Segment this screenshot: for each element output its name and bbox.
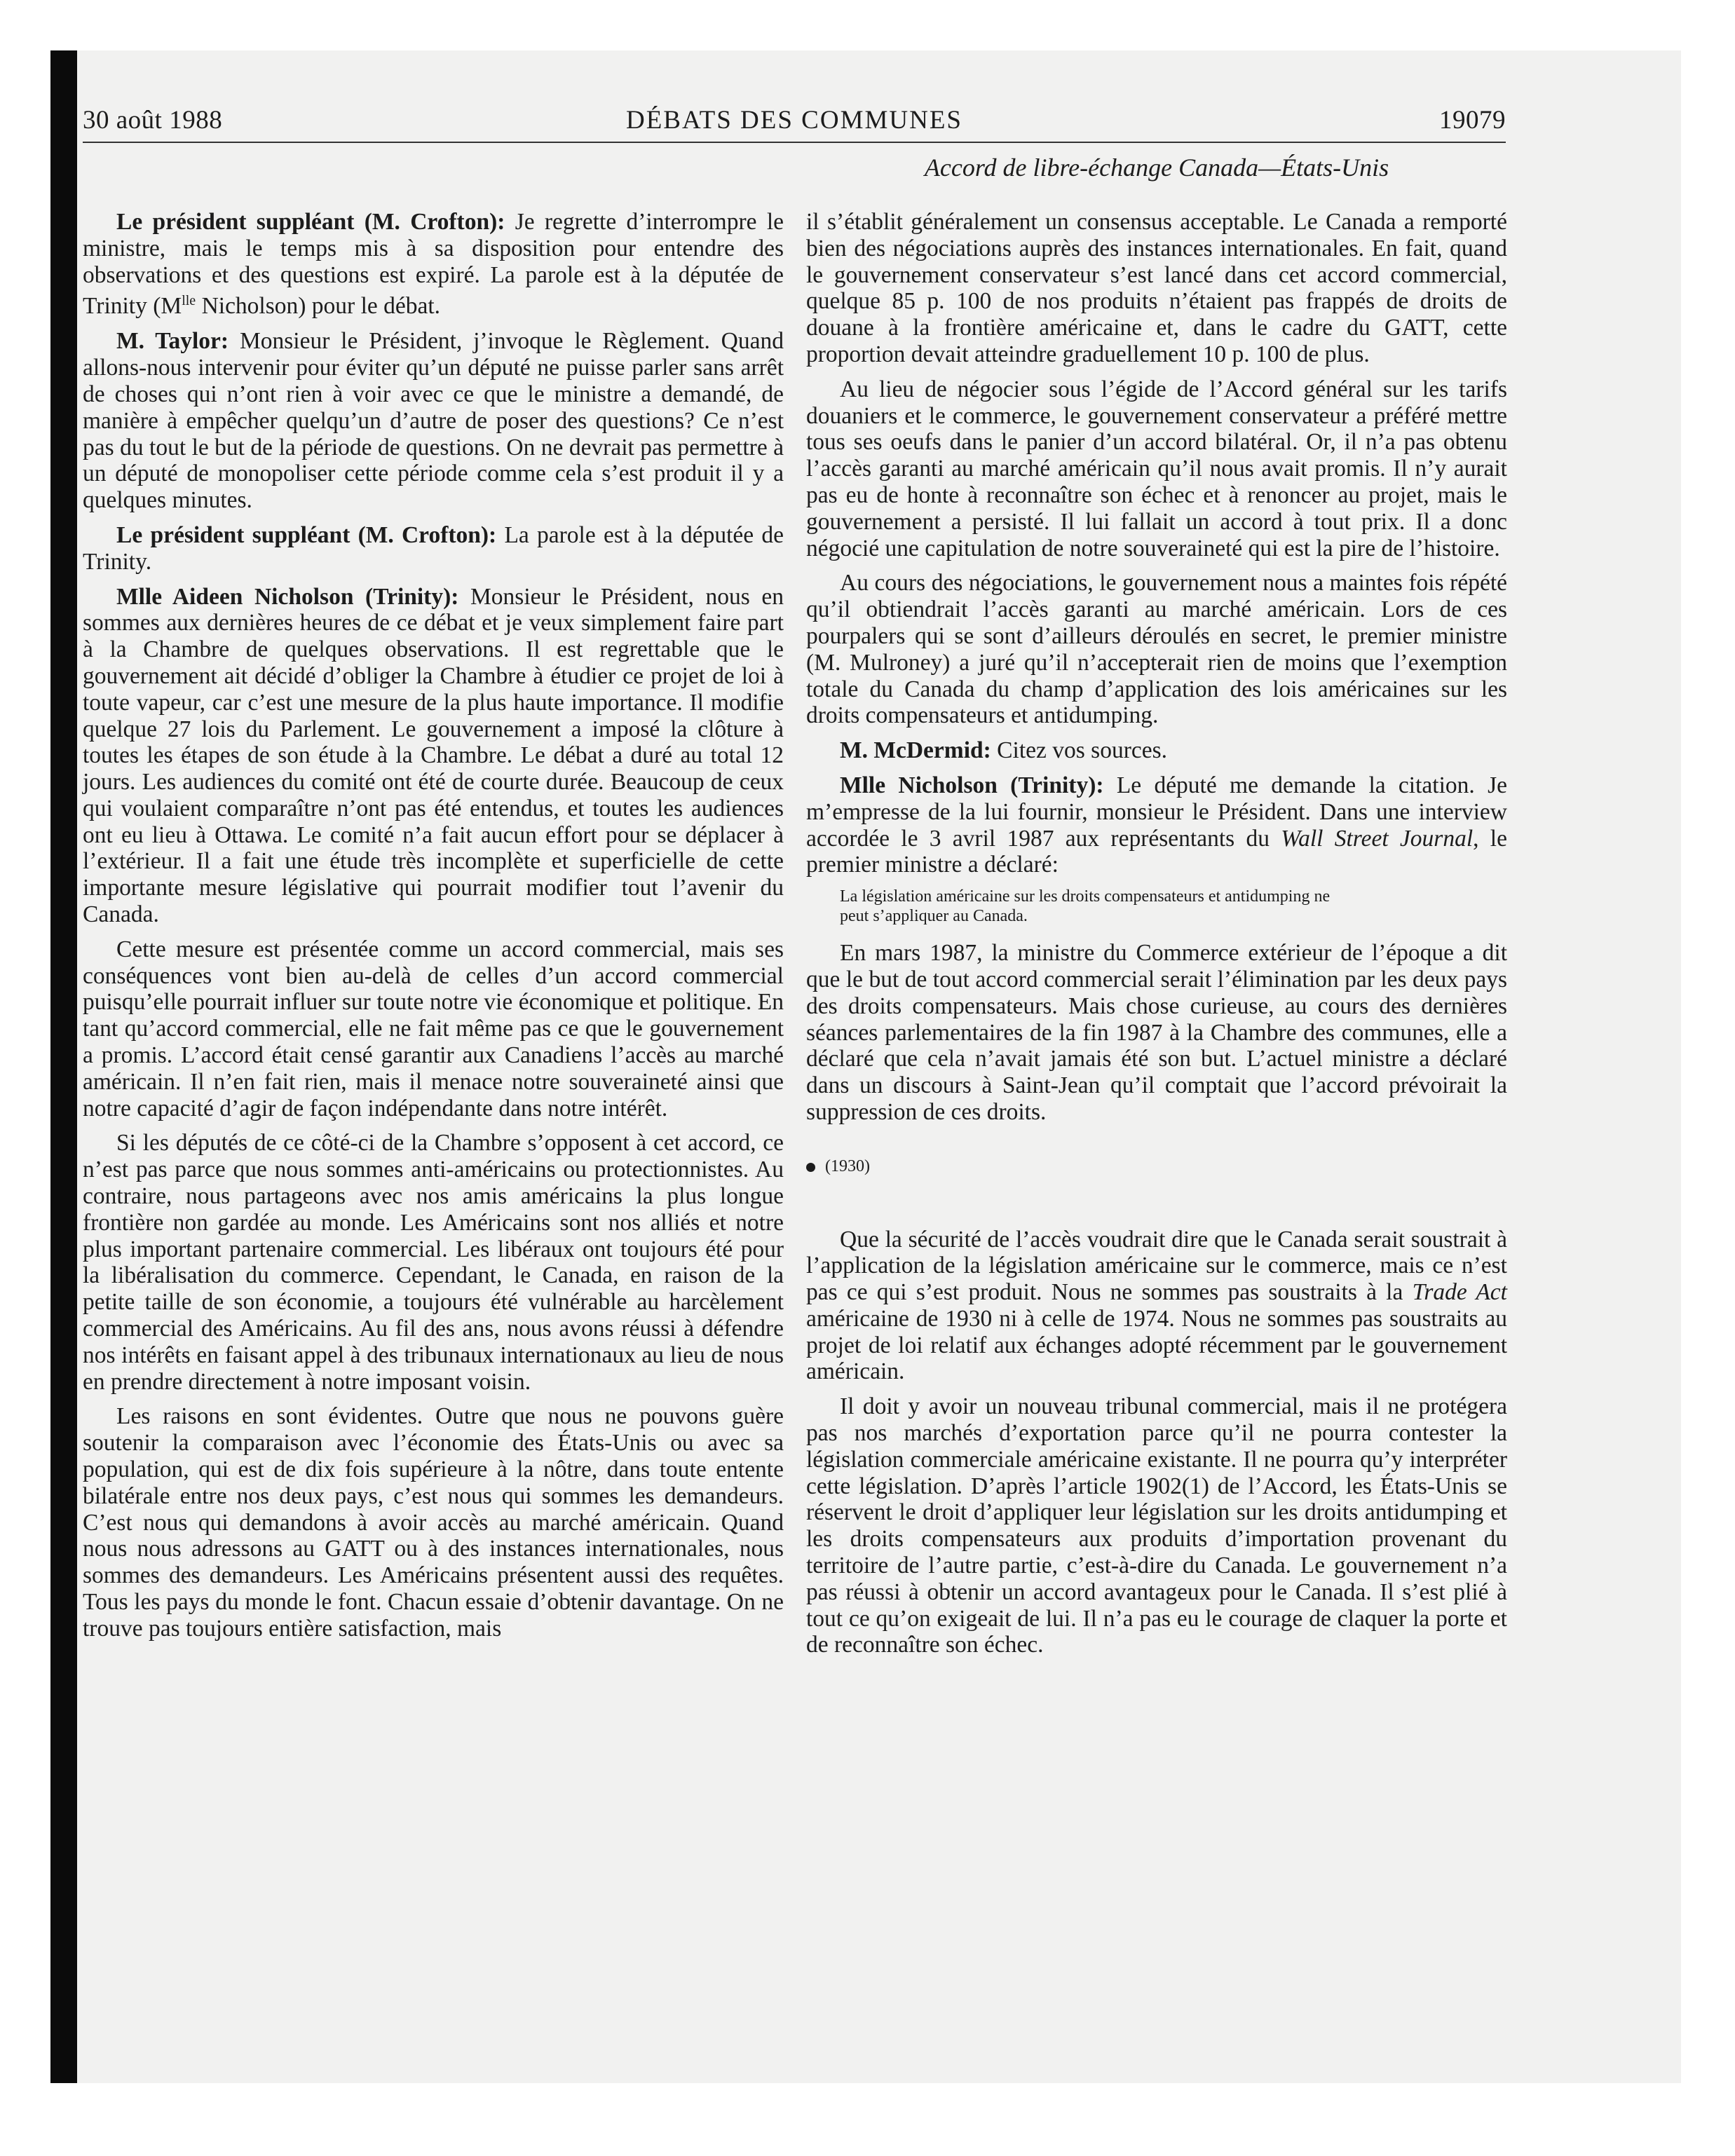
left-column <box>83 209 784 1651</box>
paragraph: Si les députés de ce côté-ci de la Chambre s’opposent à cet accord, ce n’est pas parce que nous sommes anti-américains ou protectionnistes. Au contraire, nous partageons avec nos amis américains la plus longue frontière non gardée au monde. Les Américains sont nos alliés et notre plus important partenaire commercial. Les libéraux ont toujours été pour la libéralisation du commerce. Cependant, le Canada, en raison de la petite taille de son économie, a toujours été vulnérable au harcèlement commercial des Américains. Au fil des ans, nous avons réussi à défendre nos intérêts en faisant appel à des tribunaux internationaux au lieu de nous en prendre directement à notre imposant voisin. <box>83 1130 784 1395</box>
speaker-name: Le président suppléant (M. Crofton): <box>116 209 505 235</box>
quote-line: peut s’appliquer au Canada. <box>840 907 1028 926</box>
paragraph: Au lieu de négocier sous l’égide de l’Accord général sur les tarifs douaniers et le commerce, le gouvernement conservateur a préféré mettre tous ses oeufs dans le panier d’un accord bilatéral. Or, il n’a pas obtenu l’accès garanti au marché américain qu’il nous avait promis. Il n’y aurait pas eu de honte à reconnaître son échec et à renoncer au projet, mais le gouvernement a persisté. Il lui fallait un accord à tout prix. Il a donc négocié une capitulation de notre souveraineté qui est la pire de l’histoire. <box>806 376 1507 561</box>
paragraph-text: Citez vos sources. <box>997 737 1167 764</box>
speaker-name: M. McDermid: <box>840 737 991 764</box>
paragraph: En mars 1987, la ministre du Commerce extérieur de l’époque a dit que le but de tout accord commercial serait l’élimination par les deux pays des droits compensateurs. Mais chose curieuse, au cours des dernières séances parlementaires de la fin 1987 à la Chambre des communes, elle a déclaré que cela n’avait jamais été son but. L’actuel ministre a déclaré dans un discours à Saint-Jean qu’il comptait que l’accord prévoirait la suppression de ces droits. <box>806 940 1507 1125</box>
paragraph <box>83 209 784 320</box>
paragraph-text: Monsieur le Président, j’invoque le Règlement. Quand allons-nous intervenir pour éviter qu’un député ne puisse parler sans arrêt de choses qui n’ont rien à voir avec ce que le ministre a demandé, de manière à empêcher quelqu’un d’autre de poser des questions? Ce n’est pas du tout le but de la période de questions. On ne devrait pas permettre à un député de monopoliser cette période comme cela s’est produit il y a quelques minutes. <box>83 328 784 514</box>
paragraph-text: Que la sécurité de l’accès voudrait dire que le Canada serait soustrait à l’application de la législation américaine sur le commerce, mais ce n’est pas ce qui s’est produit. Nous ne sommes pas soustraits à la <box>806 1226 1507 1306</box>
page-header <box>83 100 1506 143</box>
paragraph: Les raisons en sont évidentes. Outre que nous ne pouvons guère soutenir la comparaison avec l’économie des États-Unis ou avec sa population, qui est de dix fois supérieure à la nôtre, dans toute entente bilatérale entre nos deux pays, c’est nous qui sommes les demandeurs. C’est nous qui demandons à avoir accès au marché américain. Quand nous nous adressons au GATT ou à des instances internationales, nous sommes des demandeurs. Les Américains présentent aussi des requêtes. Tous les pays du monde le font. Chacun essaie d’obtenir davantage. On ne trouve pas toujours entière satisfaction, mais <box>83 1403 784 1642</box>
bullet-icon <box>806 1163 815 1172</box>
paragraph-text: , le premier ministre a déclaré: <box>806 825 1507 878</box>
speaker-name: M. Taylor: <box>116 328 229 355</box>
time-marker <box>806 1154 1507 1180</box>
paragraph-text: Nicholson) pour le débat. <box>196 293 441 320</box>
header-date: 30 août 1988 <box>83 106 223 135</box>
paragraph: Il doit y avoir un nouveau tribunal commercial, mais il ne protégera pas nos marchés d’exportation parce qu’il ne pourra contester la législation commerciale américaine existante. Il ne pourra qu’y interpréter cette législation. D’après l’article 1902(1) de l’Accord, les États-Unis se réservent le droit d’appliquer leur législation sur les droits antidumping et les droits compensateurs aux produits d’importation provenant du territoire de l’autre partie, c’est-à-dire du Canada. Le gouvernement n’a pas réussi à obtenir un accord avantageux pour le Canada. Il s’est plié à tout ce qu’on exigeait de lui. Il n’a pas eu le courage de claquer la porte et de reconnaître son échec. <box>806 1393 1507 1658</box>
superscript: lle <box>182 293 196 309</box>
paragraph-text: La parole est à la députée de Trinity. <box>83 521 784 575</box>
paragraph-text: Monsieur le Président, nous en sommes aux dernières heures de ce débat et je veux simplement faire part à la Chambre de quelques observations. Il est regrettable que le gouvernement ait décidé d’obliger la Chambre à étudier ce projet de loi à toute vapeur, car c’est une mesure de la plus haute importance. Il modifie quelque 27 lois du Parlement. Le gouvernement a imposé la clôture à toutes les étapes de son étude à la Chambre. Le débat a duré au total 12 jours. Les audiences du comité ont été de courte durée. Beaucoup de ceux qui voulaient comparaître n’ont pas été entendus, et toutes les audiences ont eu lieu à Ottawa. Le comité n’a fait aucun effort pour se déplacer à l’extérieur. Il a fait une étude très incomplète et superficielle de cette importante mesure législative qui pourrait modifier tout l’avenir du Canada. <box>83 583 784 928</box>
block-quote <box>806 887 1507 926</box>
page-number: 19079 <box>1439 106 1506 135</box>
paragraph <box>83 584 784 928</box>
paragraph <box>806 772 1507 878</box>
scan-edge <box>50 50 77 2083</box>
paragraph: Au cours des négociations, le gouvernement nous a maintes fois répété qu’il obtiendrait l’accès garanti au marché américain. Lors de ces pourpalers qui se sont d’ailleurs déroulés en secret, le premier ministre (M. Mulroney) a juré qu’il n’accepterait rien de moins que l’exemption totale du Canada du champ d’application des lois américaines sur les droits compensateurs et antidumping. <box>806 570 1507 729</box>
speaker-name: Mlle Aideen Nicholson (Trinity): <box>116 583 459 610</box>
time-stamp: (1930) <box>825 1157 870 1175</box>
paragraph-text: Je regrette d’interrompre le ministre, mais le temps mis à sa disposition pour entendre des observations et des questions est expiré. La parole est à la députée de Trinity (M <box>83 209 784 320</box>
publication-title: Wall Street Journal <box>1281 825 1474 852</box>
right-column <box>806 209 1507 1667</box>
paragraph: Cette mesure est présentée comme un accord commercial, mais ses conséquences vont bien au-delà de celles d’un accord commercial puisqu’elle pourrait influer sur toute notre vie économique et politique. En tant qu’accord commercial, elle ne fait même pas ce que le gouvernement a promis. L’accord était censé garantir aux Canadiens l’accès au marché américain. Il n’en fait rien, mais il menace notre souveraineté ainsi que notre capacité d’agir de façon indépendante dans notre intérêt. <box>83 936 784 1121</box>
act-title: Trade Act <box>1412 1279 1507 1306</box>
section-subtitle: Accord de libre-échange Canada—États-Unis <box>924 153 1389 182</box>
paragraph-text: américaine de 1930 ni à celle de 1974. Nous ne sommes pas soustraits au projet de loi relatif aux échanges adopté récemment par le gouvernement américain. <box>806 1305 1507 1385</box>
paragraph <box>83 522 784 575</box>
paragraph <box>806 1227 1507 1386</box>
paragraph-text: Le député me demande la citation. Je m’empresse de la lui fournir, monsieur le Président. Dans une interview accordée le 3 avril 1987 aux représentants du <box>806 772 1507 852</box>
paragraph: il s’établit généralement un consensus acceptable. Le Canada a remporté bien des négociations auprès des instances internationales. En fait, quand le gouvernement conservateur s’est lancé dans cet accord commercial, quelque 85 p. 100 de nos produits n’étaient pas frappés de droits de douane à la frontière américaine et, dans le cadre du GATT, cette proportion devait atteindre graduellement 10 p. 100 de plus. <box>806 209 1507 367</box>
speaker-name: Le président suppléant (M. Crofton): <box>116 521 497 548</box>
header-title: DÉBATS DES COMMUNES <box>625 106 962 135</box>
speaker-name: Mlle Nicholson (Trinity): <box>840 772 1104 798</box>
quote-line: La législation américaine sur les droits compensateurs et antidumping ne <box>840 887 1331 906</box>
paragraph <box>806 737 1507 764</box>
paragraph <box>83 328 784 514</box>
